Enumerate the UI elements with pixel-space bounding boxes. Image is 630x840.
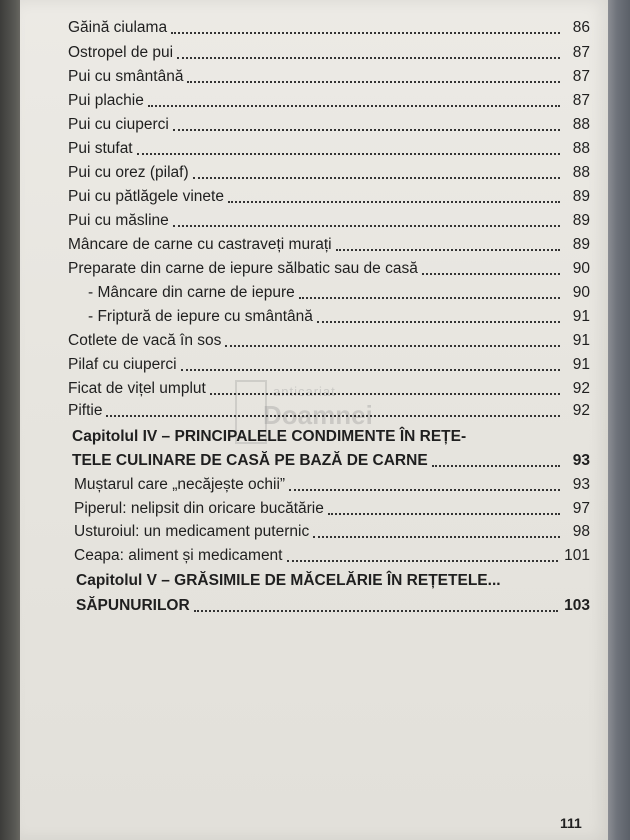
toc-leader-dots <box>181 367 560 371</box>
toc-leader-dots <box>173 127 560 131</box>
toc-entry-page: 98 <box>572 523 590 540</box>
chapter-4-heading-line1: Capitolul IV – PRINCIPALELE CONDIMENTE ÎN REȚE- <box>72 428 467 445</box>
chapter-5-heading-line1: Capitolul V – GRĂSIMILE DE MĂCELĂRIE ÎN REȚETELE... <box>76 572 501 589</box>
toc-leader-dots <box>299 295 560 299</box>
toc-entry <box>68 256 590 278</box>
toc-entry <box>68 136 590 158</box>
toc-leader-dots <box>287 558 559 562</box>
toc-subentry <box>88 304 590 326</box>
toc-entry-page: 88 <box>572 116 590 133</box>
toc-subentry <box>88 280 590 302</box>
toc-leader-dots <box>313 534 560 538</box>
toc-entry-page: 91 <box>572 356 590 373</box>
chapter-4-page: 93 <box>572 452 590 469</box>
toc-entry-page: 91 <box>572 332 590 349</box>
toc-entry-page: 89 <box>572 212 590 229</box>
toc-entry <box>74 543 590 565</box>
toc-entry <box>68 112 590 134</box>
toc-leader-dots <box>187 79 560 83</box>
toc-entry <box>74 519 590 541</box>
toc-entry-page: 88 <box>572 164 590 181</box>
toc-entry-title: Pilaf cu ciuperci <box>68 356 177 373</box>
toc-leader-dots <box>148 103 560 107</box>
chapter-5-title: SĂPUNURILOR <box>76 597 190 614</box>
toc-entry <box>68 160 590 182</box>
toc-entry-title: Mâncare de carne cu castraveți murați <box>68 236 332 253</box>
toc-leader-dots <box>289 487 560 491</box>
toc-entry-title: Ceapa: aliment și medicament <box>74 547 283 564</box>
toc-entry-page: 101 <box>564 547 590 564</box>
toc-leader-dots <box>336 247 560 251</box>
toc-entry <box>68 376 590 398</box>
toc-entry <box>68 184 590 206</box>
toc-entry <box>68 64 590 86</box>
toc-entry-title: Pui plachie <box>68 92 144 109</box>
toc-entry <box>68 40 590 62</box>
toc-entry-title: Piperul: nelipsit din oricare bucătărie <box>74 500 324 517</box>
toc-entry <box>68 15 590 37</box>
watermark-large-text: Doamnei <box>263 400 373 430</box>
toc-entry <box>68 232 590 254</box>
toc-entry-title: Pui cu măsline <box>68 212 169 229</box>
toc-leader-dots <box>432 463 560 467</box>
toc-entry <box>74 496 590 518</box>
toc-leader-dots <box>210 391 560 395</box>
toc-entry-title: - Friptură de iepure cu smântână <box>88 308 313 325</box>
toc-entry-title: Preparate din carne de iepure sălbatic sau de casă <box>68 260 418 277</box>
toc-entry-page: 90 <box>572 284 590 301</box>
toc-entry-title: Pui cu orez (pilaf) <box>68 164 189 181</box>
toc-entry-page: 91 <box>572 308 590 325</box>
toc-leader-dots <box>137 151 560 155</box>
toc-leader-dots <box>317 319 560 323</box>
chapter-5-page: 103 <box>564 597 590 614</box>
toc-leader-dots <box>106 413 560 417</box>
toc-leader-dots <box>193 175 560 179</box>
toc-entry-page: 88 <box>572 140 590 157</box>
toc-entry-title: Usturoiul: un medicament puternic <box>74 523 310 540</box>
toc-entry-title: Găină ciulama <box>68 19 168 36</box>
toc-leader-dots <box>194 608 558 612</box>
toc-entry <box>68 352 590 374</box>
chapter-4-heading-line2 <box>72 448 590 470</box>
toc-entry <box>74 472 590 494</box>
toc-leader-dots <box>173 223 560 227</box>
toc-entry-title: Pui stufat <box>68 140 133 157</box>
toc-entry-page: 86 <box>572 19 590 36</box>
chapter-5-heading-line2 <box>76 593 590 615</box>
toc-entry-title: Ostropel de pui <box>68 44 174 61</box>
toc-entry-page: 87 <box>572 44 590 61</box>
toc-entry <box>68 208 590 230</box>
toc-entry-title: Muștarul care „necăjește ochii” <box>74 476 286 493</box>
toc-leader-dots <box>228 199 560 203</box>
toc-entry-page: 89 <box>572 236 590 253</box>
toc-leader-dots <box>225 343 560 347</box>
toc-leader-dots <box>171 30 560 34</box>
toc-leader-dots <box>422 271 560 275</box>
toc-entry-title: Pui cu ciuperci <box>68 116 169 133</box>
toc-entry-page: 89 <box>572 188 590 205</box>
toc-entry-page: 97 <box>572 500 590 517</box>
toc-entry-page: 87 <box>572 68 590 85</box>
toc-leader-dots <box>177 55 560 59</box>
toc-entry-title: Piftie <box>68 402 103 419</box>
toc-entry-title: Pui cu pătlăgele vinete <box>68 188 224 205</box>
toc-entry-title: - Mâncare din carne de iepure <box>88 284 295 301</box>
page-number: 111 <box>560 815 582 831</box>
toc-entry <box>68 328 590 350</box>
toc-entry <box>68 398 590 420</box>
toc-entry-page: 93 <box>572 476 590 493</box>
toc-entry-title: Cotlete de vacă în sos <box>68 332 222 349</box>
watermark-small-text: anticariat <box>273 384 336 399</box>
toc-entry-page: 92 <box>572 380 590 397</box>
toc-entry-page: 90 <box>572 260 590 277</box>
toc-entry <box>68 88 590 110</box>
toc-leader-dots <box>328 511 560 515</box>
chapter-4-title: TELE CULINARE DE CASĂ PE BAZĂ DE CARNE <box>72 452 428 469</box>
toc-entry-title: Pui cu smântână <box>68 68 184 85</box>
toc-entry-page: 92 <box>572 402 590 419</box>
toc-entry-page: 87 <box>572 92 590 109</box>
toc-entry-title: Ficat de vițel umplut <box>68 380 206 397</box>
